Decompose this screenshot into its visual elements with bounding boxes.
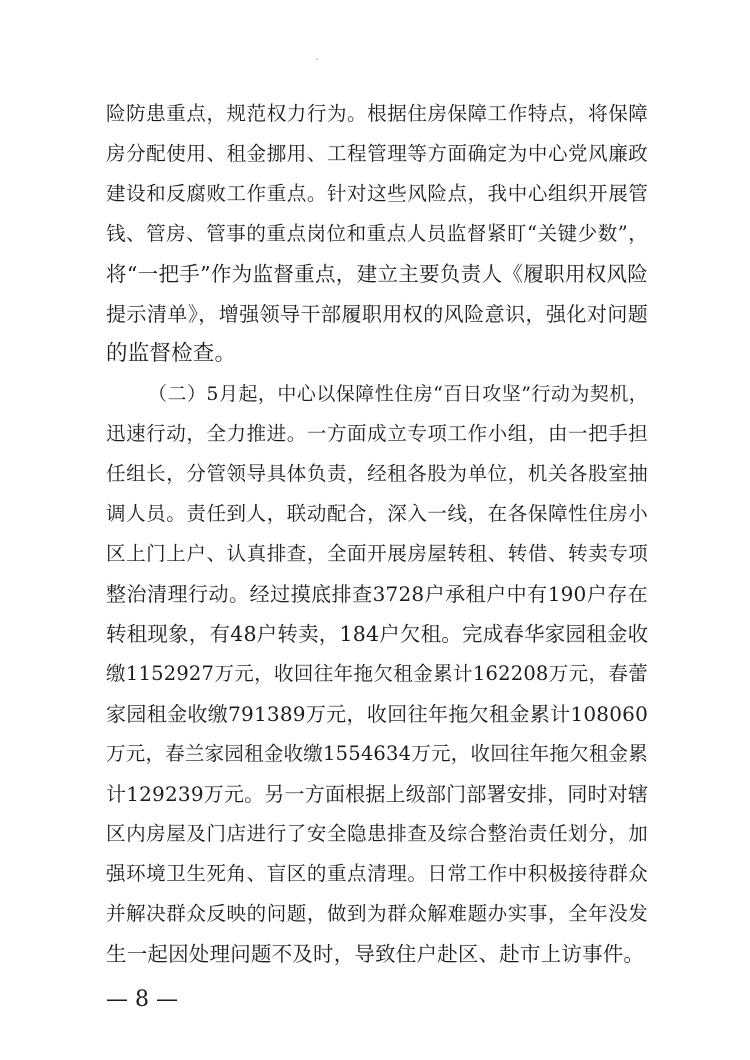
- text-line: 建设和反腐败工作重点。针对这些风险点，我中心组织开展管: [106, 182, 648, 205]
- text-line: 任组长，分管领导具体负责，经租各股为单位，机关各股室抽: [106, 462, 648, 485]
- text-line: 万元，春兰家园租金收缴1554634万元，收回往年拖欠租金累: [106, 742, 648, 765]
- page-number: — 8 —: [106, 987, 178, 1012]
- text-line: 缴1152927万元，收回往年拖欠租金累计162208万元，春蕾: [106, 662, 648, 685]
- text-line: 转租现象，有48户转卖，184户欠租。完成春华家园租金收: [106, 622, 649, 646]
- text-line: 将“一把手”作为监督重点，建立主要负责人《履职用权风险: [106, 262, 648, 286]
- text-line: 家园租金收缴791389万元，收回往年拖欠租金累计108060: [106, 702, 648, 726]
- text-line: 险防患重点，规范权力行为。根据住房保障工作特点，将保障: [106, 102, 648, 125]
- text-line: 整治清理行动。经过摸底排查3728户承租户中有190户存在: [106, 582, 648, 606]
- text-line: 强环境卫生死角、盲区的重点清理。日常工作中积极接待群众: [106, 862, 648, 885]
- text-line: 钱、管房、管事的重点岗位和重点人员监督紧盯“关键少数”，: [106, 222, 648, 245]
- paragraph-start-line: （二）5月起，中心以保障性住房“百日攻坚”行动为契机，: [148, 383, 648, 405]
- text-line: 区上门上户、认真排查，全面开展房屋转租、转借、转卖专项: [106, 542, 648, 565]
- text-line: 提示清单》，增强领导干部履职用权的风险意识，强化对问题: [106, 302, 648, 326]
- scan-speck: [316, 58, 318, 60]
- text-line: 生一起因处理问题不及时，导致住户赴区、赴市上访事件。: [106, 942, 645, 966]
- text-line: 调人员。责任到人，联动配合，深入一线，在各保障性住房小: [106, 502, 648, 525]
- text-line: 计129239万元。另一方面根据上级部门部署安排，同时对辖: [106, 782, 649, 806]
- text-line: 迅速行动，全力推进。一方面成立专项工作小组，由一把手担: [106, 422, 648, 445]
- text-line: 的监督检查。: [106, 341, 237, 366]
- text-line: 并解决群众反映的问题，做到为群众解难题办实事，全年没发: [106, 902, 648, 925]
- text-line: 区内房屋及门店进行了安全隐患排查及综合整治责任划分，加: [106, 822, 648, 845]
- text-line: 房分配使用、租金挪用、工程管理等方面确定为中心党风廉政: [106, 142, 648, 165]
